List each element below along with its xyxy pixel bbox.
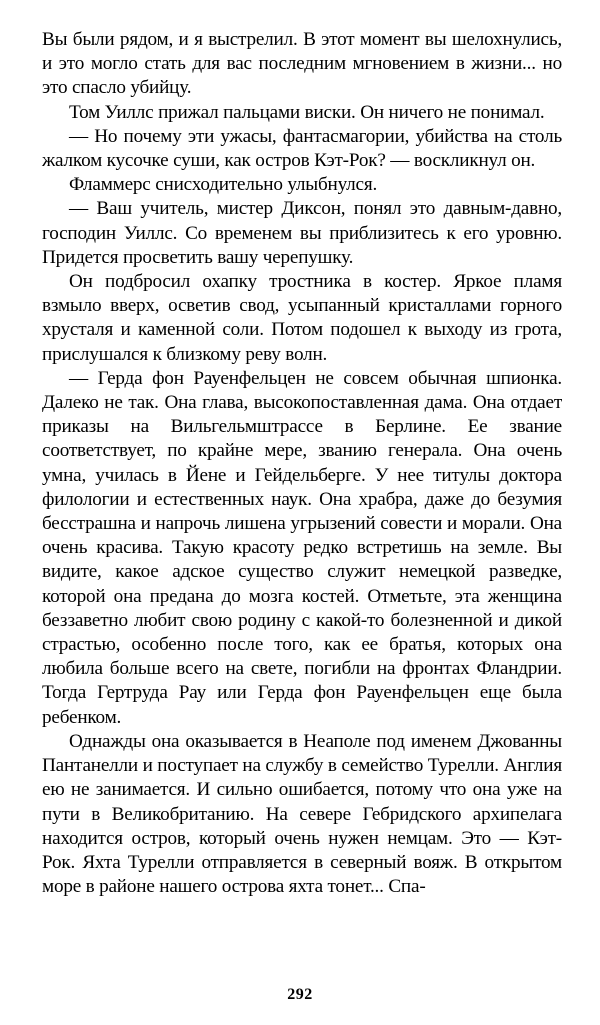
paragraph-7: — Герда фон Рауенфельцен не совсем обычная шпионка. Далеко не так. Она глава, высокопоставленная дама. Она отдает приказы на Вильгельмштрассе в Берлине. Ее звание соответствует, по крайне мере, званию генерала. Она очень умна, училась в Йене и Гейдельберге. У нее титулы доктора филологии и естественных наук. Она храбра, даже до безумия бесстрашна и напрочь лишена угрызений совести и морали. Она очень красива. Такую красоту редко встретишь на земле. Вы видите, какое адское существо служит немецкой разведке, которой она предана до мозга костей. Отметьте, эта женщина беззаветно любит свою родину с какой-то болезненной и дикой страстью, особенно после того, как ее братья, которых она любила больше всего на свете, погибли на фронтах Фландрии. Тогда Гертруда Рау или Герда фон Рауенфельцен еще была ребенком. <box>42 367 562 728</box>
paragraph-1: Вы были рядом, и я выстрелил. В этот момент вы шелохнулись, и это могло стать для вас последним мгновением в жизни... но это спасло убийцу. <box>42 29 562 99</box>
paragraph-6: Он подбросил охапку тростника в костер. Яркое пламя взмыло вверх, осветив свод, усыпанный кристаллами горного хрусталя и каменной соли. Потом подошел к выходу из грота, прислушался к близкому реву волн. <box>42 271 562 365</box>
page-number: 292 <box>287 986 313 1003</box>
paragraph-4: Фламмерс снисходительно улыбнулся. <box>69 174 378 196</box>
paragraph-3: — Но почему эти ужасы, фантасмагории, убийства на столь жалком кусочке суши, как остров Кэт-Рок? — воскликнул он. <box>42 125 562 172</box>
paragraph-8: Однажды она оказывается в Неаполе под именем Джованны Пантанелли и поступает на службу в семейство Турелли. Англия ею не занимается. И сильно ошибается, потому что она уже на пути в Великобританию. На севере Гебридского архипелага находится остров, который очень нужен немцам. Это — Кэт-Рок. Яхта Турелли отправляется в северный вояж. В открытом море в районе нашего острова яхта тонет... Спа- <box>42 730 562 898</box>
paragraph-5: — Ваш учитель, мистер Диксон, понял это давным-давно, господин Уиллс. Со временем вы приблизитесь к его уровню. Придется просветить вашу черепушку. <box>42 198 562 268</box>
body-text <box>42 28 562 899</box>
paragraph-2: Том Уиллс прижал пальцами виски. Он ничего не понимал. <box>69 101 545 123</box>
